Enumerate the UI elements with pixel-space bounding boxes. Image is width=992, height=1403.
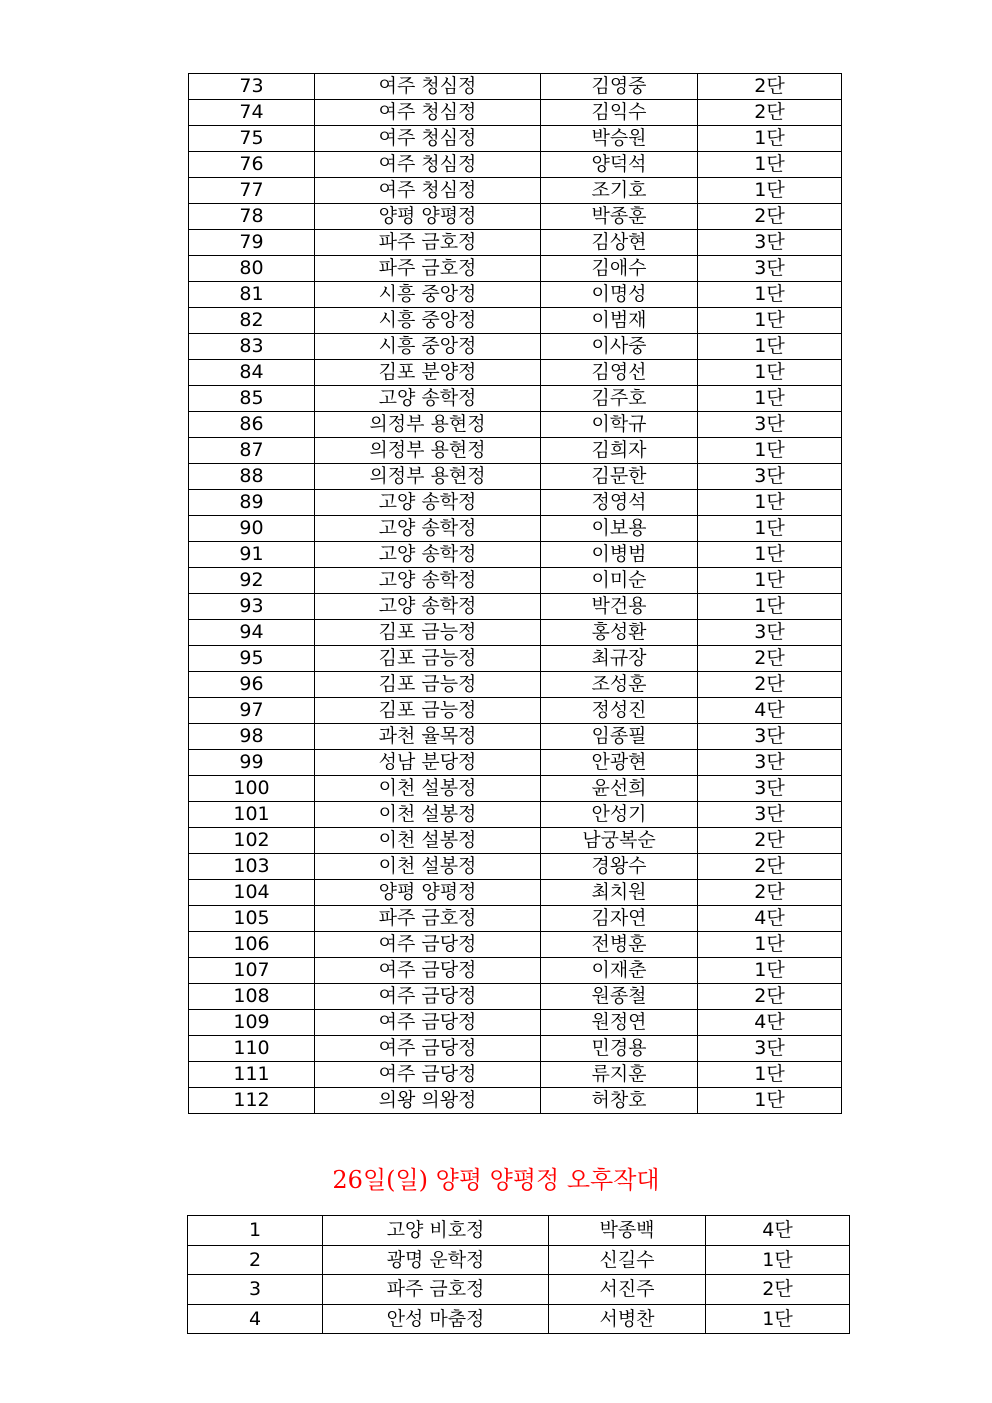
club-name-cell: 이천 설봉정 <box>315 802 541 828</box>
archer-name-cell: 이사중 <box>541 334 698 360</box>
rank-cell: 1단 <box>698 126 842 152</box>
rank-cell: 1단 <box>698 594 842 620</box>
archer-name-cell: 신길수 <box>549 1245 706 1275</box>
rank-cell: 1단 <box>698 490 842 516</box>
row-number-cell: 93 <box>189 594 315 620</box>
rank-cell: 3단 <box>698 750 842 776</box>
archer-name-cell: 박종훈 <box>541 204 698 230</box>
row-number-cell: 76 <box>189 152 315 178</box>
row-number-cell: 82 <box>189 308 315 334</box>
rank-cell: 2단 <box>698 984 842 1010</box>
table-row <box>189 74 842 100</box>
table-row <box>188 1245 850 1275</box>
table-row <box>189 490 842 516</box>
archer-name-cell: 허창호 <box>541 1088 698 1114</box>
club-name-cell: 이천 설봉정 <box>315 776 541 802</box>
club-name-cell: 과천 율목정 <box>315 724 541 750</box>
rank-cell: 2단 <box>698 100 842 126</box>
row-number-cell: 102 <box>189 828 315 854</box>
archer-name-cell: 정성진 <box>541 698 698 724</box>
rank-cell: 1단 <box>698 542 842 568</box>
table-row <box>189 542 842 568</box>
rank-cell: 1단 <box>698 282 842 308</box>
row-number-cell: 92 <box>189 568 315 594</box>
table-row <box>189 386 842 412</box>
table-row <box>189 620 842 646</box>
club-name-cell: 여주 금당정 <box>315 1062 541 1088</box>
table-row <box>189 906 842 932</box>
table-row <box>189 828 842 854</box>
club-name-cell: 시흥 중앙정 <box>315 308 541 334</box>
club-name-cell: 여주 청심정 <box>315 152 541 178</box>
row-number-cell: 97 <box>189 698 315 724</box>
table-row <box>189 672 842 698</box>
club-name-cell: 고양 송학정 <box>315 568 541 594</box>
club-name-cell: 여주 청심정 <box>315 126 541 152</box>
archer-name-cell: 원정연 <box>541 1010 698 1036</box>
archer-name-cell: 양덕석 <box>541 152 698 178</box>
club-name-cell: 이천 설봉정 <box>315 828 541 854</box>
row-number-cell: 81 <box>189 282 315 308</box>
section-title: 26일(일) 양평 양평정 오후작대 <box>332 1166 660 1194</box>
rank-cell: 3단 <box>698 620 842 646</box>
rank-cell: 2단 <box>698 646 842 672</box>
rank-cell: 3단 <box>698 464 842 490</box>
row-number-cell: 79 <box>189 230 315 256</box>
table-row <box>189 1088 842 1114</box>
table-row <box>189 724 842 750</box>
participant-table-2 <box>187 1215 850 1334</box>
archer-name-cell: 이보용 <box>541 516 698 542</box>
table-row <box>189 984 842 1010</box>
row-number-cell: 91 <box>189 542 315 568</box>
rank-cell: 2단 <box>698 854 842 880</box>
row-number-cell: 3 <box>188 1275 323 1305</box>
archer-name-cell: 윤선희 <box>541 776 698 802</box>
club-name-cell: 여주 청심정 <box>315 178 541 204</box>
table-row <box>189 698 842 724</box>
table-row <box>189 594 842 620</box>
club-name-cell: 여주 금당정 <box>315 958 541 984</box>
row-number-cell: 111 <box>189 1062 315 1088</box>
archer-name-cell: 이학규 <box>541 412 698 438</box>
archer-name-cell: 류지훈 <box>541 1062 698 1088</box>
archer-name-cell: 박승원 <box>541 126 698 152</box>
rank-cell: 1단 <box>698 1088 842 1114</box>
rank-cell: 2단 <box>698 880 842 906</box>
table-row <box>189 308 842 334</box>
row-number-cell: 83 <box>189 334 315 360</box>
archer-name-cell: 박종백 <box>549 1216 706 1246</box>
table-row <box>189 204 842 230</box>
club-name-cell: 양평 양평정 <box>315 880 541 906</box>
club-name-cell: 여주 청심정 <box>315 74 541 100</box>
rank-cell: 3단 <box>698 230 842 256</box>
table-row <box>189 568 842 594</box>
rank-cell: 3단 <box>698 802 842 828</box>
row-number-cell: 103 <box>189 854 315 880</box>
club-name-cell: 의정부 용현정 <box>315 412 541 438</box>
row-number-cell: 77 <box>189 178 315 204</box>
participant-table-1 <box>188 73 842 1114</box>
row-number-cell: 85 <box>189 386 315 412</box>
row-number-cell: 109 <box>189 1010 315 1036</box>
row-number-cell: 96 <box>189 672 315 698</box>
participant-table-2-body <box>188 1216 850 1334</box>
rank-cell: 1단 <box>698 152 842 178</box>
rank-cell: 1단 <box>698 360 842 386</box>
archer-name-cell: 민경용 <box>541 1036 698 1062</box>
table-row <box>189 958 842 984</box>
archer-name-cell: 서진주 <box>549 1275 706 1305</box>
row-number-cell: 90 <box>189 516 315 542</box>
row-number-cell: 73 <box>189 74 315 100</box>
table-row <box>188 1304 850 1334</box>
row-number-cell: 110 <box>189 1036 315 1062</box>
rank-cell: 1단 <box>698 516 842 542</box>
table-row <box>189 1062 842 1088</box>
table-row <box>189 932 842 958</box>
club-name-cell: 광명 운학정 <box>323 1245 549 1275</box>
table-row <box>189 412 842 438</box>
archer-name-cell: 홍성환 <box>541 620 698 646</box>
club-name-cell: 김포 금능정 <box>315 698 541 724</box>
club-name-cell: 파주 금호정 <box>315 906 541 932</box>
archer-name-cell: 김상현 <box>541 230 698 256</box>
table-row <box>189 152 842 178</box>
rank-cell: 2단 <box>698 828 842 854</box>
row-number-cell: 75 <box>189 126 315 152</box>
row-number-cell: 101 <box>189 802 315 828</box>
table-row <box>189 516 842 542</box>
table-row <box>189 464 842 490</box>
archer-name-cell: 조기호 <box>541 178 698 204</box>
table-row <box>189 100 842 126</box>
rank-cell: 1단 <box>698 568 842 594</box>
table-row <box>189 1036 842 1062</box>
row-number-cell: 86 <box>189 412 315 438</box>
row-number-cell: 112 <box>189 1088 315 1114</box>
archer-name-cell: 이병범 <box>541 542 698 568</box>
archer-name-cell: 최규장 <box>541 646 698 672</box>
club-name-cell: 안성 마춤정 <box>323 1304 549 1334</box>
rank-cell: 1단 <box>698 386 842 412</box>
rank-cell: 3단 <box>698 724 842 750</box>
table-row <box>189 776 842 802</box>
archer-name-cell: 임종필 <box>541 724 698 750</box>
club-name-cell: 파주 금호정 <box>315 230 541 256</box>
archer-name-cell: 안광현 <box>541 750 698 776</box>
archer-name-cell: 김영선 <box>541 360 698 386</box>
club-name-cell: 의정부 용현정 <box>315 438 541 464</box>
rank-cell: 3단 <box>698 256 842 282</box>
table-row <box>189 646 842 672</box>
rank-cell: 1단 <box>698 334 842 360</box>
row-number-cell: 84 <box>189 360 315 386</box>
rank-cell: 1단 <box>706 1304 850 1334</box>
club-name-cell: 시흥 중앙정 <box>315 334 541 360</box>
club-name-cell: 의왕 의왕정 <box>315 1088 541 1114</box>
archer-name-cell: 이범재 <box>541 308 698 334</box>
club-name-cell: 고양 비호정 <box>323 1216 549 1246</box>
row-number-cell: 78 <box>189 204 315 230</box>
row-number-cell: 74 <box>189 100 315 126</box>
rank-cell: 2단 <box>698 204 842 230</box>
archer-name-cell: 김익수 <box>541 100 698 126</box>
club-name-cell: 여주 청심정 <box>315 100 541 126</box>
row-number-cell: 105 <box>189 906 315 932</box>
row-number-cell: 2 <box>188 1245 323 1275</box>
table-row <box>189 334 842 360</box>
rank-cell: 2단 <box>698 672 842 698</box>
table-row <box>189 360 842 386</box>
archer-name-cell: 안성기 <box>541 802 698 828</box>
club-name-cell: 고양 송학정 <box>315 594 541 620</box>
archer-name-cell: 이명성 <box>541 282 698 308</box>
rank-cell: 4단 <box>698 698 842 724</box>
row-number-cell: 1 <box>188 1216 323 1246</box>
club-name-cell: 여주 금당정 <box>315 984 541 1010</box>
club-name-cell: 시흥 중앙정 <box>315 282 541 308</box>
row-number-cell: 89 <box>189 490 315 516</box>
rank-cell: 1단 <box>698 178 842 204</box>
rank-cell: 4단 <box>698 906 842 932</box>
table-row <box>188 1275 850 1305</box>
rank-cell: 3단 <box>698 1036 842 1062</box>
rank-cell: 4단 <box>698 1010 842 1036</box>
club-name-cell: 고양 송학정 <box>315 542 541 568</box>
table-row <box>189 1010 842 1036</box>
archer-name-cell: 서병찬 <box>549 1304 706 1334</box>
row-number-cell: 107 <box>189 958 315 984</box>
archer-name-cell: 이재춘 <box>541 958 698 984</box>
archer-name-cell: 김문한 <box>541 464 698 490</box>
archer-name-cell: 정영석 <box>541 490 698 516</box>
archer-name-cell: 김주호 <box>541 386 698 412</box>
rank-cell: 3단 <box>698 776 842 802</box>
archer-name-cell: 조성훈 <box>541 672 698 698</box>
row-number-cell: 100 <box>189 776 315 802</box>
archer-name-cell: 김영중 <box>541 74 698 100</box>
club-name-cell: 의정부 용현정 <box>315 464 541 490</box>
participant-table-1-body <box>189 74 842 1114</box>
rank-cell: 1단 <box>698 958 842 984</box>
club-name-cell: 여주 금당정 <box>315 1036 541 1062</box>
club-name-cell: 여주 금당정 <box>315 932 541 958</box>
archer-name-cell: 남궁복순 <box>541 828 698 854</box>
club-name-cell: 성남 분당정 <box>315 750 541 776</box>
rank-cell: 1단 <box>706 1245 850 1275</box>
table-row <box>189 750 842 776</box>
table-row <box>188 1216 850 1246</box>
row-number-cell: 80 <box>189 256 315 282</box>
row-number-cell: 104 <box>189 880 315 906</box>
club-name-cell: 김포 금능정 <box>315 620 541 646</box>
archer-name-cell: 전병훈 <box>541 932 698 958</box>
table-row <box>189 178 842 204</box>
rank-cell: 1단 <box>698 932 842 958</box>
archer-name-cell: 박건용 <box>541 594 698 620</box>
club-name-cell: 양평 양평정 <box>315 204 541 230</box>
table-row <box>189 282 842 308</box>
table-row <box>189 230 842 256</box>
row-number-cell: 95 <box>189 646 315 672</box>
table-row <box>189 802 842 828</box>
row-number-cell: 106 <box>189 932 315 958</box>
club-name-cell: 고양 송학정 <box>315 490 541 516</box>
club-name-cell: 고양 송학정 <box>315 516 541 542</box>
archer-name-cell: 이미순 <box>541 568 698 594</box>
table-row <box>189 854 842 880</box>
row-number-cell: 87 <box>189 438 315 464</box>
row-number-cell: 88 <box>189 464 315 490</box>
table-row <box>189 256 842 282</box>
rank-cell: 1단 <box>698 438 842 464</box>
rank-cell: 1단 <box>698 308 842 334</box>
rank-cell: 4단 <box>706 1216 850 1246</box>
archer-name-cell: 김자연 <box>541 906 698 932</box>
rank-cell: 2단 <box>698 74 842 100</box>
table-row <box>189 880 842 906</box>
club-name-cell: 김포 금능정 <box>315 672 541 698</box>
archer-name-cell: 경왕수 <box>541 854 698 880</box>
rank-cell: 3단 <box>698 412 842 438</box>
row-number-cell: 4 <box>188 1304 323 1334</box>
club-name-cell: 고양 송학정 <box>315 386 541 412</box>
row-number-cell: 94 <box>189 620 315 646</box>
row-number-cell: 108 <box>189 984 315 1010</box>
archer-name-cell: 김희자 <box>541 438 698 464</box>
rank-cell: 1단 <box>698 1062 842 1088</box>
row-number-cell: 99 <box>189 750 315 776</box>
table-row <box>189 438 842 464</box>
archer-name-cell: 김애수 <box>541 256 698 282</box>
club-name-cell: 이천 설봉정 <box>315 854 541 880</box>
club-name-cell: 파주 금호정 <box>323 1275 549 1305</box>
club-name-cell: 여주 금당정 <box>315 1010 541 1036</box>
row-number-cell: 98 <box>189 724 315 750</box>
club-name-cell: 김포 분양정 <box>315 360 541 386</box>
rank-cell: 2단 <box>706 1275 850 1305</box>
archer-name-cell: 최치원 <box>541 880 698 906</box>
club-name-cell: 김포 금능정 <box>315 646 541 672</box>
archer-name-cell: 원종철 <box>541 984 698 1010</box>
table-row <box>189 126 842 152</box>
club-name-cell: 파주 금호정 <box>315 256 541 282</box>
